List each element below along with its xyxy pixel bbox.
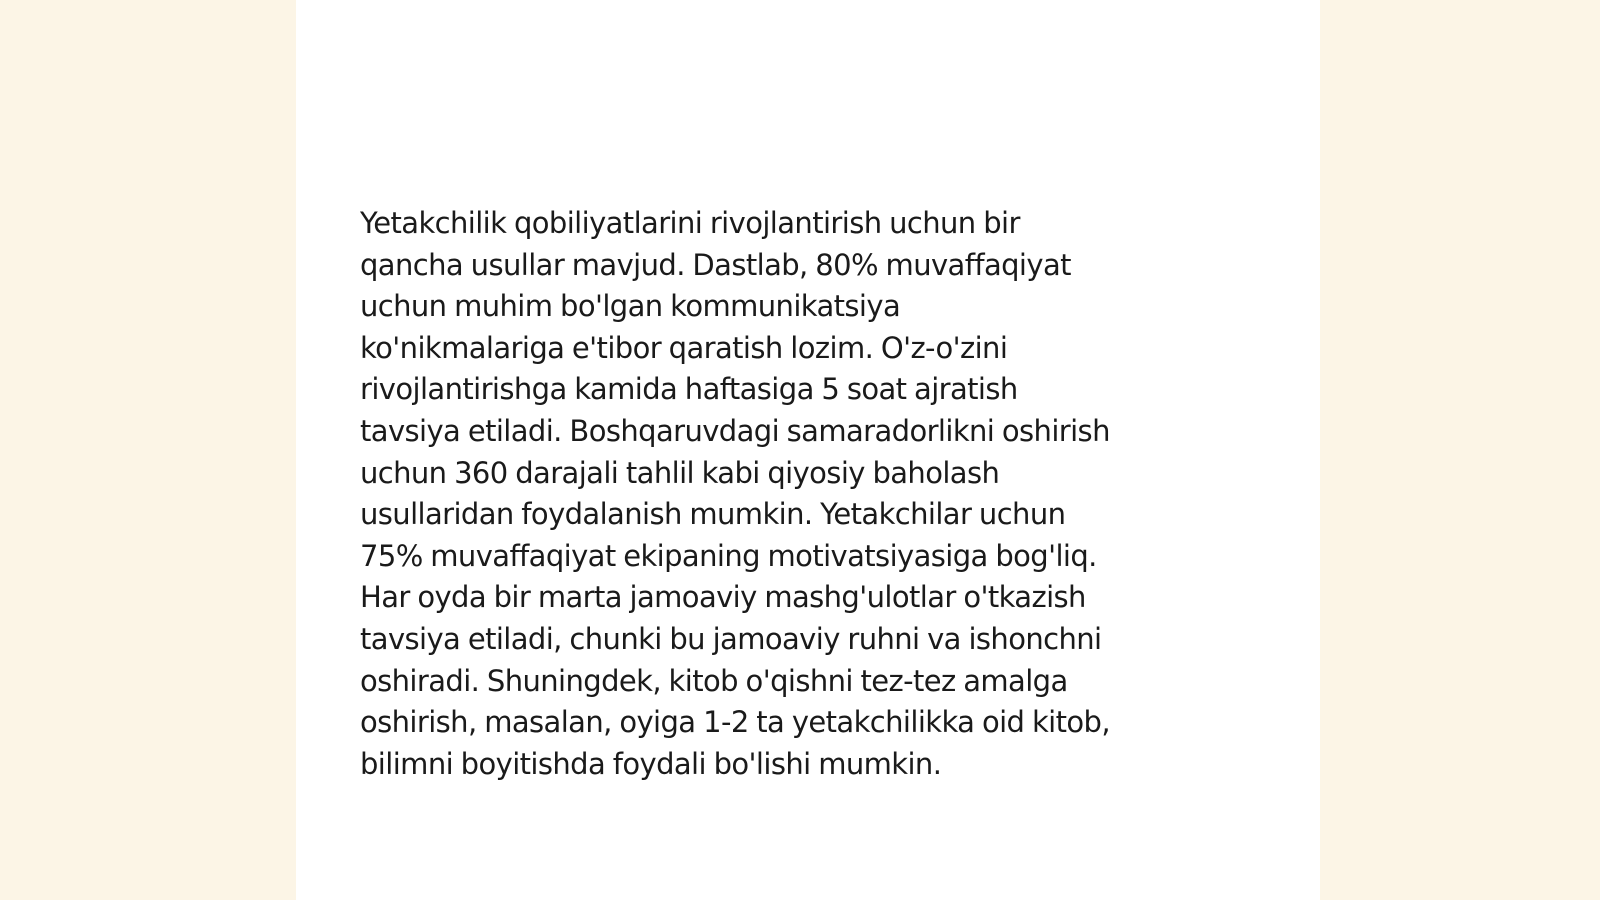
- paragraph-line: qancha usullar mavjud. Dastlab, 80% muvaffaqiyat: [360, 247, 1071, 282]
- paragraph-line: oshirish, masalan, oyiga 1-2 ta yetakchilikka oid kitob,: [360, 705, 1110, 740]
- paragraph-line: oshiradi. Shuningdek, kitob o'qishni tez-tez amalga: [360, 663, 1068, 698]
- paragraph-line: Har oyda bir marta jamoaviy mashg'ulotlar o'tkazish: [360, 580, 1086, 615]
- paragraph-line: rivojlantirishga kamida haftasiga 5 soat ajratish: [360, 372, 1018, 407]
- paragraph-line: Yetakchilik qobiliyatlarini rivojlantirish uchun bir: [360, 206, 1020, 240]
- paragraph-line: usullaridan foydalanish mumkin. Yetakchilar uchun: [360, 497, 1066, 532]
- paragraph-line: ko'nikmalariga e'tibor qaratish lozim. O'z-o'zini: [360, 330, 1008, 365]
- paragraph-line: 75% muvaffaqiyat ekipaning motivatsiyasiga bog'liq.: [360, 538, 1097, 573]
- paragraph-line: uchun 360 darajali tahlil kabi qiyosiy baholash: [360, 455, 1000, 490]
- body-paragraph: [360, 203, 1260, 785]
- document-page: [296, 0, 1320, 900]
- paragraph-line: tavsiya etiladi, chunki bu jamoaviy ruhni va ishonchni: [360, 621, 1102, 656]
- paragraph-line: tavsiya etiladi. Boshqaruvdagi samaradorlikni oshirish: [360, 413, 1110, 448]
- paragraph-line: uchun muhim bo'lgan kommunikatsiya: [360, 289, 901, 324]
- paragraph-line: bilimni boyitishda foydali bo'lishi mumkin.: [360, 746, 942, 781]
